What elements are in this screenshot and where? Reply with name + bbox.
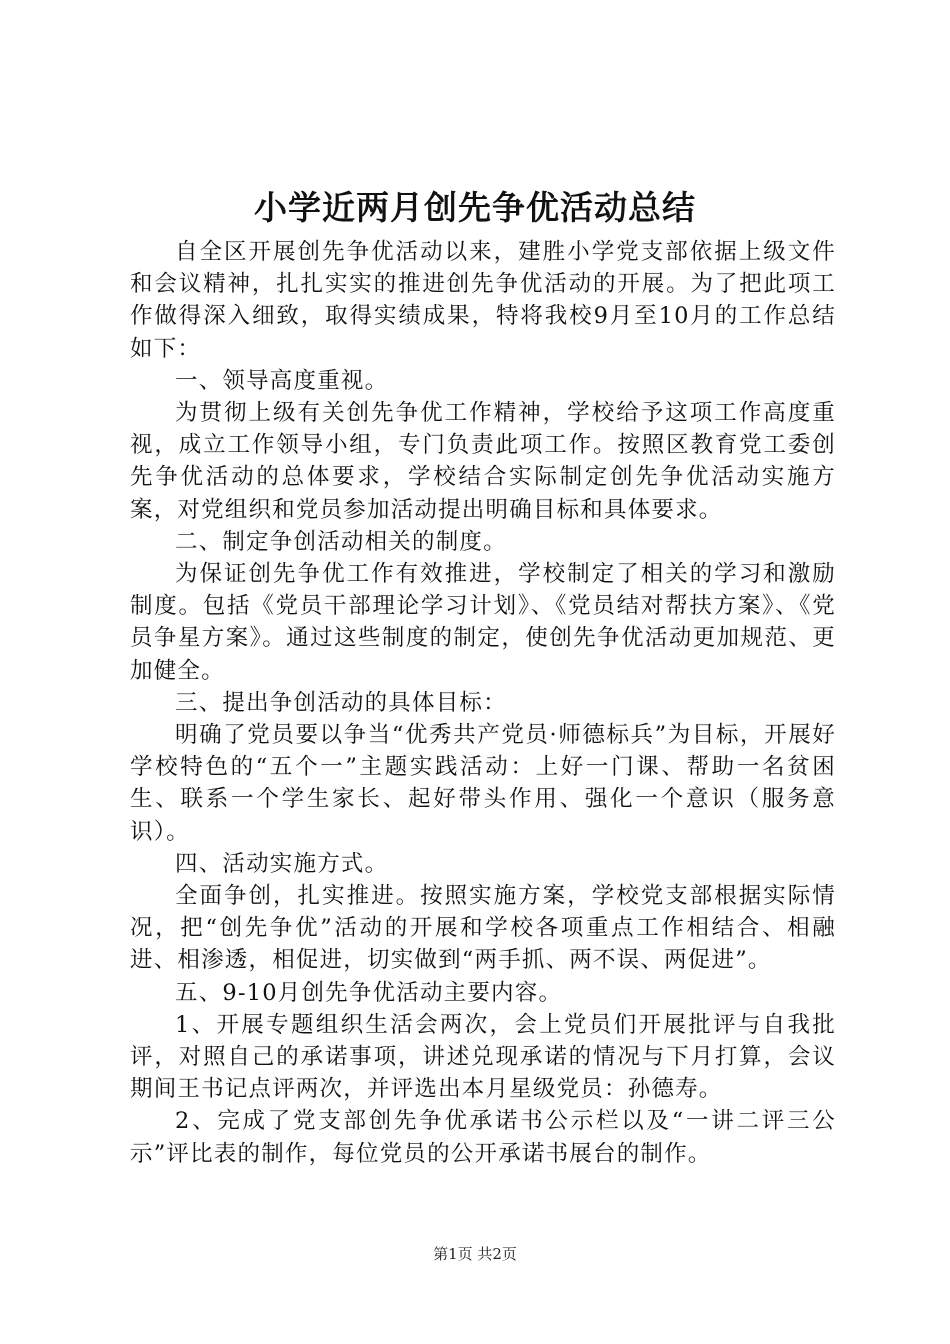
paragraph-section-1: 为贯彻上级有关创先争优工作精神，学校给予这项工作高度重视，成立工作领导小组，专门负责此项工作。按照区教育党工委创先争优活动的总体要求，学校结合实际制定创先争优活动实施方案，对党组织和党员参加活动提出明确目标和具体要求。: [130, 400, 836, 523]
section-heading-4: 四、活动实施方式。: [175, 850, 389, 877]
section-heading-1: 一、领导高度重视。: [175, 367, 389, 394]
section-heading-5: 五、9-10月创先争优活动主要内容。: [175, 979, 563, 1006]
paragraph-intro: 自全区开展创先争优活动以来，建胜小学党支部依据上级文件和会议精神，扎扎实实的推进创先争优活动的开展。为了把此项工作做得深入细致，取得实绩成果，特将我校9月至10月的工作总结如下：: [130, 239, 836, 362]
section-heading-2: 二、制定争创活动相关的制度。: [175, 528, 507, 555]
paragraph-section-3: 明确了党员要以争当“优秀共产党员·师德标兵”为目标，开展好学校特色的“五个一”主题实践活动：上好一门课、帮助一名贫困生、联系一个学生家长、起好带头作用、强化一个意识（服务意识）。: [130, 722, 836, 845]
document-body: [130, 236, 836, 1170]
page-number-footer: 第1页 共2页: [433, 1245, 517, 1263]
document-title: 小学近两月创先争优活动总结: [254, 188, 696, 227]
section-heading-3: 三、提出争创活动的具体目标：: [175, 689, 507, 716]
paragraph-item-1: 1、开展专题组织生活会两次，会上党员们开展批评与自我批评，对照自己的承诺事项，讲述兑现承诺的情况与下月打算，会议期间王书记点评两次，并评选出本月星级党员：孙德寿。: [130, 1011, 836, 1103]
paragraph-section-4: 全面争创，扎实推进。按照实施方案，学校党支部根据实际情况，把“创先争优”活动的开展和学校各项重点工作相结合、相融进、相渗透，相促进，切实做到“两手抓、两不误、两促进”。: [130, 883, 836, 974]
paragraph-section-2: 为保证创先争优工作有效推进，学校制定了相关的学习和激励制度。包括《党员干部理论学习计划》、《党员结对帮扶方案》、《党员争星方案》。通过这些制度的制定，使创先争优活动更加规范、更加健全。: [130, 561, 836, 684]
paragraph-item-2: 2、完成了党支部创先争优承诺书公示栏以及“一讲二评三公示”评比表的制作，每位党员的公开承诺书展台的制作。: [130, 1108, 836, 1167]
